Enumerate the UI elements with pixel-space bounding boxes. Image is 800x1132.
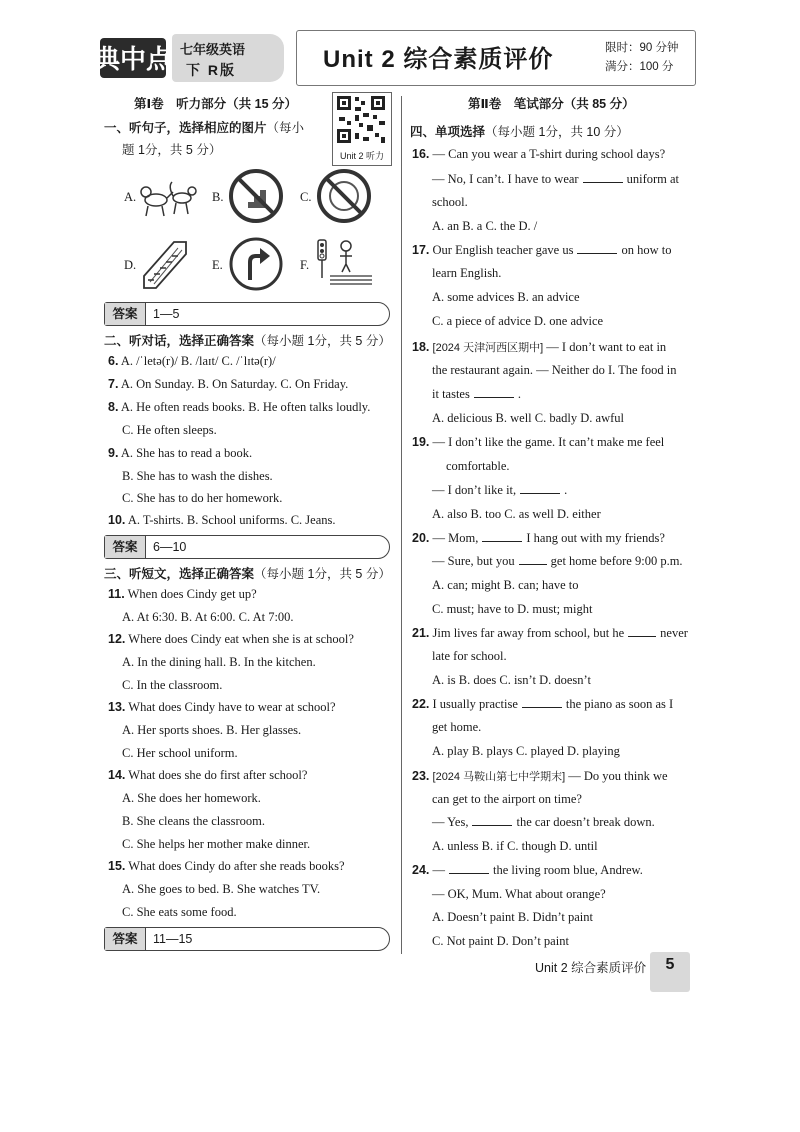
question-13-ab: A. Her sports shoes. B. Her glasses. (122, 723, 302, 737)
question-12: 12. Where does Cindy eat when she is at school? (108, 632, 354, 646)
answer-blank[interactable] (628, 626, 656, 637)
question-12-ab: A. In the dining hall. B. In the kitchen. (122, 655, 316, 669)
question-17-cd: C. a piece of advice D. one advice (432, 314, 604, 328)
question-17-ab: A. some advices B. an advice (432, 290, 580, 304)
title-box (296, 30, 696, 86)
question-7: 7. A. On Sunday. B. On Saturday. C. On Friday. (108, 377, 349, 391)
question-16-opts: A. an B. a C. the D. / (432, 219, 538, 233)
page-number: 5 (665, 956, 675, 973)
question-22-opts: A. play B. plays C. played D. playing (432, 744, 620, 758)
sec3-note: （每小题 1分，共 5 分） (254, 567, 391, 581)
sec1-note-a: （每小 (266, 121, 305, 135)
question-22-l2: get home. (432, 720, 482, 734)
sec1-heading-cont (122, 140, 221, 158)
question-17-l2: learn English. (432, 266, 502, 280)
question-16-l3: school. (432, 195, 468, 209)
question-18-opts: A. delicious B. well C. badly D. awful (432, 411, 624, 425)
sec4-head-text: 四、单项选择 (410, 125, 486, 139)
answer-range: 11—15 (153, 932, 193, 946)
logo-text: 典中点 (93, 45, 173, 75)
answer-blank[interactable] (522, 697, 562, 708)
question-20-l2: — Sure, but you get home before 9:00 p.m. (432, 554, 683, 568)
logo-icon (93, 34, 173, 84)
qr-caption: Unit 2 听力 (339, 151, 384, 161)
question-15: 15. What does Cindy do after she reads books? (108, 859, 345, 873)
turn-right-sign-icon (228, 236, 284, 292)
no-entry-sign-icon (316, 168, 372, 224)
question-21-opts: A. is B. does C. isn’t D. doesn’t (432, 673, 591, 687)
answer-blank[interactable] (583, 172, 623, 183)
question-20-ab: A. can; might B. can; have to (432, 578, 579, 592)
sec4-note: （每小题 1分，共 10 分） (485, 125, 629, 139)
question-19-l3: — I don’t like it, . (432, 483, 568, 497)
question-22: 22. I usually practise the piano as soon as I (412, 697, 674, 711)
full-score: 满分：100 分 (605, 61, 674, 73)
answer-range: 1—5 (153, 307, 180, 321)
question-11-opts: A. At 6:30. B. At 6:00. C. At 7:00. (122, 610, 294, 624)
question-24-ab: A. Doesn’t paint B. Didn’t paint (432, 910, 593, 924)
footer-unit-title: Unit 2 综合素质评价 (535, 961, 647, 975)
question-23-l2: can get to the airport on time? (432, 792, 582, 806)
question-16: 16. — Can you wear a T-shirt during school days? (412, 147, 666, 161)
question-6: 6. A. /ˈletə(r)/ B. /laɪt/ C. /ˈlɪtə(r)/ (108, 354, 276, 368)
question-9-b: B. She has to wash the dishes. (122, 469, 273, 483)
sec1-head-text: 一、听句子，选择相应的图片 (104, 121, 267, 135)
answer-box-3[interactable] (104, 927, 390, 951)
question-8-c: C. He often sleeps. (122, 423, 217, 437)
answer-tag: 答案 (105, 303, 146, 325)
question-21-l2: late for school. (432, 649, 507, 663)
answer-blank[interactable] (520, 483, 560, 494)
question-20-cd: C. must; have to D. must; might (432, 602, 593, 616)
question-24-cd: C. Not paint D. Don’t paint (432, 934, 569, 948)
dog-chasing-cat-icon (140, 176, 198, 220)
question-15-c: C. She eats some food. (122, 905, 237, 919)
question-24-l2: — OK, Mum. What about orange? (432, 887, 606, 901)
question-16-l2: — No, I can’t. I have to wear uniform at (432, 172, 680, 186)
question-18: 18. [2024 天津河西区期中] — I don’t want to eat in (412, 340, 667, 354)
question-14-a: A. She does her homework. (122, 791, 261, 805)
question-12-c: C. In the classroom. (122, 678, 223, 692)
pic-label-e: E. (212, 258, 223, 272)
question-14-c: C. She helps her mother make dinner. (122, 837, 311, 851)
answer-blank[interactable] (474, 387, 514, 398)
answer-blank[interactable] (482, 531, 522, 542)
question-14: 14. What does she do first after school? (108, 768, 308, 782)
no-climbing-stairs-sign-icon (228, 168, 284, 224)
part2-title: 第Ⅱ卷 笔试部分（共 85 分） (468, 97, 635, 111)
grade-badge (172, 34, 284, 82)
qr-code-icon (333, 93, 389, 147)
sec2-head-text: 二、听对话，选择正确答案 (104, 334, 255, 348)
question-19: 19. — I don’t like the game. It can’t make me feel (412, 435, 665, 449)
sec1-note-b: 题 1分，共 5 分） (122, 143, 222, 157)
qr-code[interactable] (332, 92, 392, 166)
question-11: 11. When does Cindy get up? (108, 587, 257, 601)
question-19-opts: A. also B. too C. as well D. either (432, 507, 601, 521)
escalator-icon (140, 236, 190, 292)
question-18-l2: the restaurant again. — Neither do I. The food in (432, 363, 677, 377)
question-23: 23. [2024 马鞍山第七中学期末] — Do you think we (412, 769, 668, 783)
question-20: 20. — Mom, I hang out with my friends? (412, 531, 665, 545)
question-8: 8. A. He often reads books. B. He often talks loudly. (108, 400, 371, 414)
sec2-note: （每小题 1分，共 5 分） (254, 334, 391, 348)
exam-limits (605, 39, 679, 77)
sec3-heading (104, 564, 391, 582)
time-limit: 限时：90 分钟 (605, 42, 679, 54)
answer-blank[interactable] (519, 554, 547, 565)
answer-range: 6—10 (153, 540, 187, 554)
answer-box-2[interactable] (104, 535, 390, 559)
pic-label-d: D. (124, 258, 137, 272)
pic-label-a: A. (124, 190, 137, 204)
question-23-opts: A. unless B. if C. though D. until (432, 839, 598, 853)
answer-box-1[interactable] (104, 302, 390, 326)
column-divider (401, 96, 402, 954)
sec2-heading (104, 331, 391, 349)
pic-label-c: C. (300, 190, 312, 204)
part1-title: 第Ⅰ卷 听力部分（共 15 分） (134, 97, 298, 111)
question-13-c: C. Her school uniform. (122, 746, 238, 760)
question-13: 13. What does Cindy have to wear at school? (108, 700, 336, 714)
grade-label: 七年级英语 (180, 42, 246, 57)
traffic-light-crosswalk-icon (314, 236, 374, 286)
question-15-ab: A. She goes to bed. B. She watches TV. (122, 882, 321, 896)
question-9: 9. A. She has to read a book. (108, 446, 253, 460)
question-9-c: C. She has to do her homework. (122, 491, 283, 505)
question-14-b: B. She cleans the classroom. (122, 814, 266, 828)
sec4-heading (410, 122, 629, 140)
question-24: 24. — the living room blue, Andrew. (412, 863, 643, 877)
page-number-box (650, 952, 690, 992)
pic-label-f: F. (300, 258, 310, 272)
question-21: 21. Jim lives far away from school, but he never (412, 626, 688, 640)
question-23-l3: — Yes, the car doesn’t break down. (432, 815, 655, 829)
question-10: 10. A. T-shirts. B. School uniforms. C. Jeans. (108, 513, 336, 527)
answer-blank[interactable] (577, 243, 617, 254)
answer-blank[interactable] (472, 815, 512, 826)
question-18-l3: it tastes . (432, 387, 521, 401)
question-19-l2: comfortable. (446, 459, 510, 473)
answer-blank[interactable] (449, 863, 489, 874)
page-title: Unit 2 综合素质评价 (323, 46, 554, 73)
page-header (93, 30, 700, 88)
answer-tag: 答案 (105, 928, 146, 950)
answer-tag: 答案 (105, 536, 146, 558)
sec3-head-text: 三、听短文，选择正确答案 (104, 567, 255, 581)
sec1-heading (104, 118, 304, 136)
pic-label-b: B. (212, 190, 224, 204)
edition-label: 下 R版 (186, 62, 236, 78)
question-17: 17. Our English teacher gave us on how to (412, 243, 672, 257)
